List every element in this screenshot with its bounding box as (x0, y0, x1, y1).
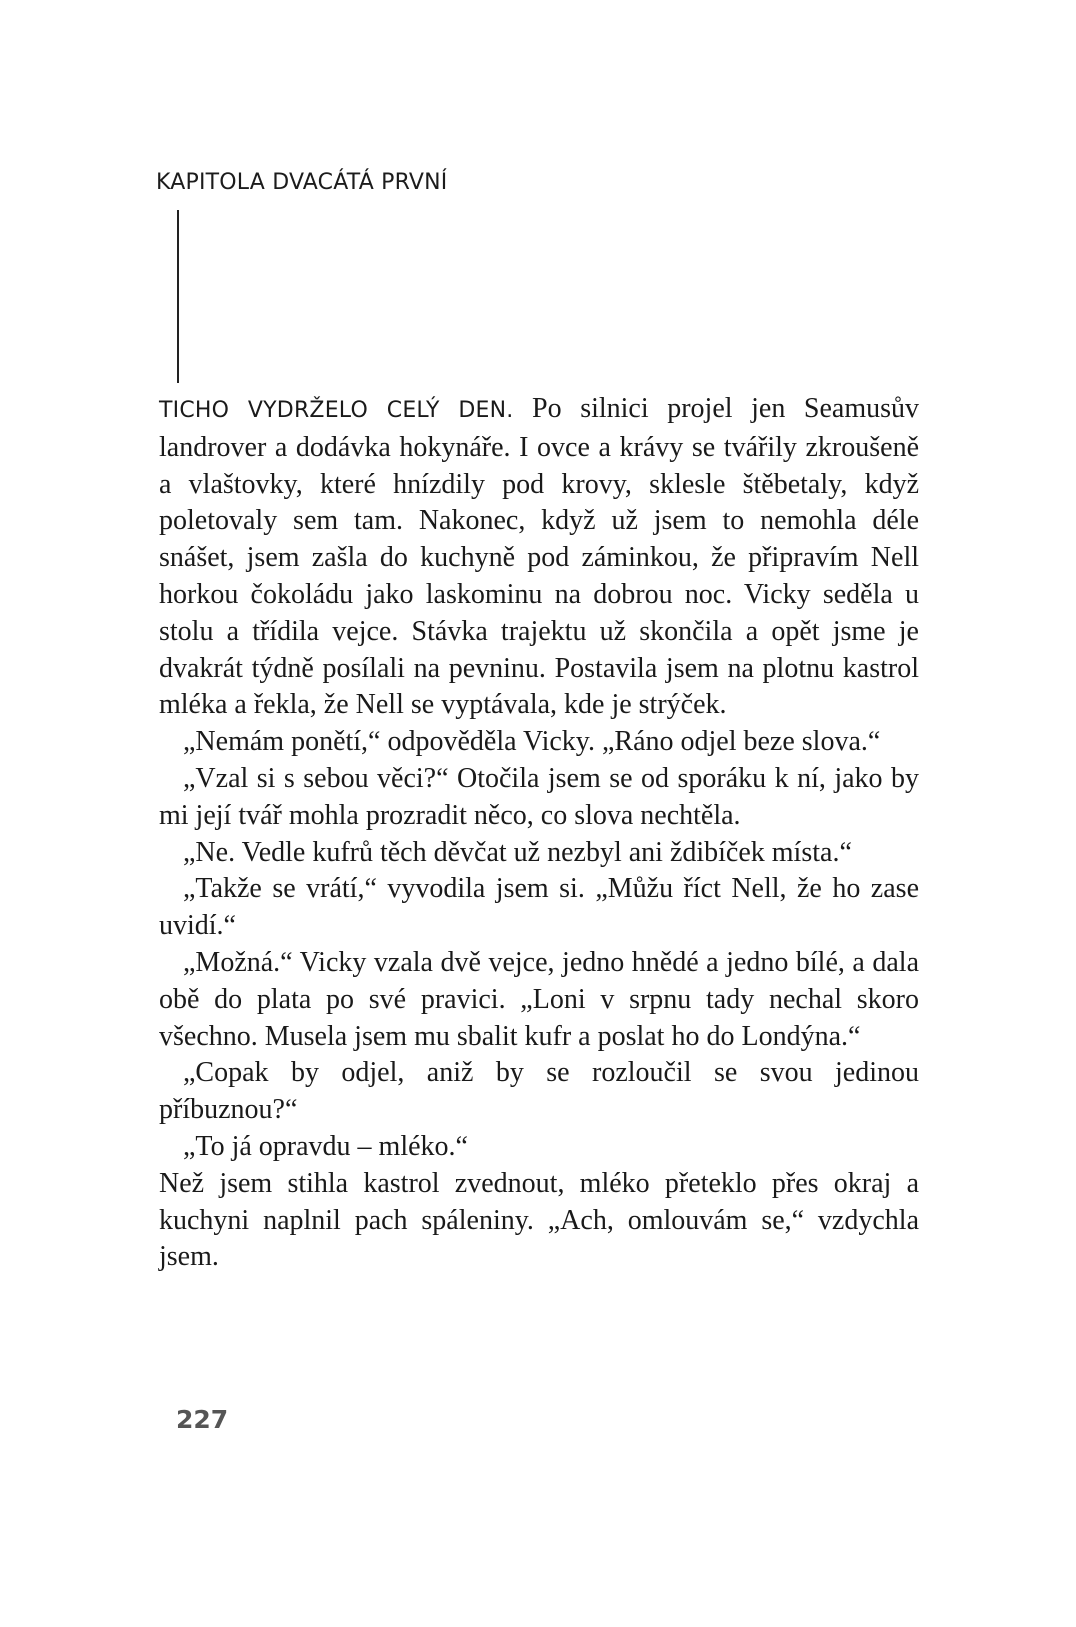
paragraph: Než jsem stihla kastrol zvednout, mléko přeteklo přes okraj a kuchyni naplnil pach spáleniny. „Ach, omlouvám se,“ vzdychla jsem. (159, 1167, 919, 1273)
chapter-text (159, 391, 919, 1276)
vertical-rule (177, 210, 179, 383)
chapter-heading: KAPITOLA DVACÁTÁ PRVNÍ (156, 170, 448, 195)
paragraph: „To já opravdu – mléko.“ (183, 1130, 468, 1162)
page-number: 227 (176, 1405, 229, 1434)
paragraph-text: Po silnici projel jen Seamusův landrover a dodávka hokynáře. I ovce a krávy se tvářily zkroušeně a vlaštovky, které hnízdily pod krovy, sklesle štěbetaly, když poletovaly sem tam. Nakonec, když už jsem to nemohla déle snášet, jsem zašla do kuchyně pod záminkou, že připravím Nell horkou čokoládu jako laskominu na dobrou noc. Vicky seděla u stolu a třídila vejce. Stávka trajektu už skončila a opět jsme je dvakrát týdně posílali na pevninu. Postavila jsem na plotnu kastrol mléka a řekla, že Nell se vyptávala, kde je strýček. (159, 393, 919, 721)
paragraph: „Ne. Vedle kufrů těch děvčat už nezbyl ani ždibíček místa.“ (183, 836, 852, 868)
paragraph (159, 391, 919, 724)
paragraph: „Vzal si s sebou věci?“ Otočila jsem se od sporáku k ní, jako by mi její tvář mohla prozradit něco, co slova nechtěla. (159, 762, 919, 831)
paragraph: „Možná.“ Vicky vzala dvě vejce, jedno hnědé a jedno bílé, a dala obě do plata po své pravici. „Loni v srpnu tady nechal skoro všechno. Musela jsem mu sbalit kufr a poslat ho do Londýna.“ (159, 946, 919, 1052)
paragraph: „Nemám ponětí,“ odpověděla Vicky. „Ráno odjel beze slova.“ (183, 726, 881, 758)
opening-words: TICHO VYDRŽELO CELÝ DEN. (159, 398, 514, 423)
paragraph: „Takže se vrátí,“ vyvodila jsem si. „Můžu říct Nell, že ho zase uvidí.“ (159, 873, 919, 942)
paragraph: „Copak by odjel, aniž by se rozloučil se svou jedinou příbuznou?“ (159, 1057, 919, 1126)
